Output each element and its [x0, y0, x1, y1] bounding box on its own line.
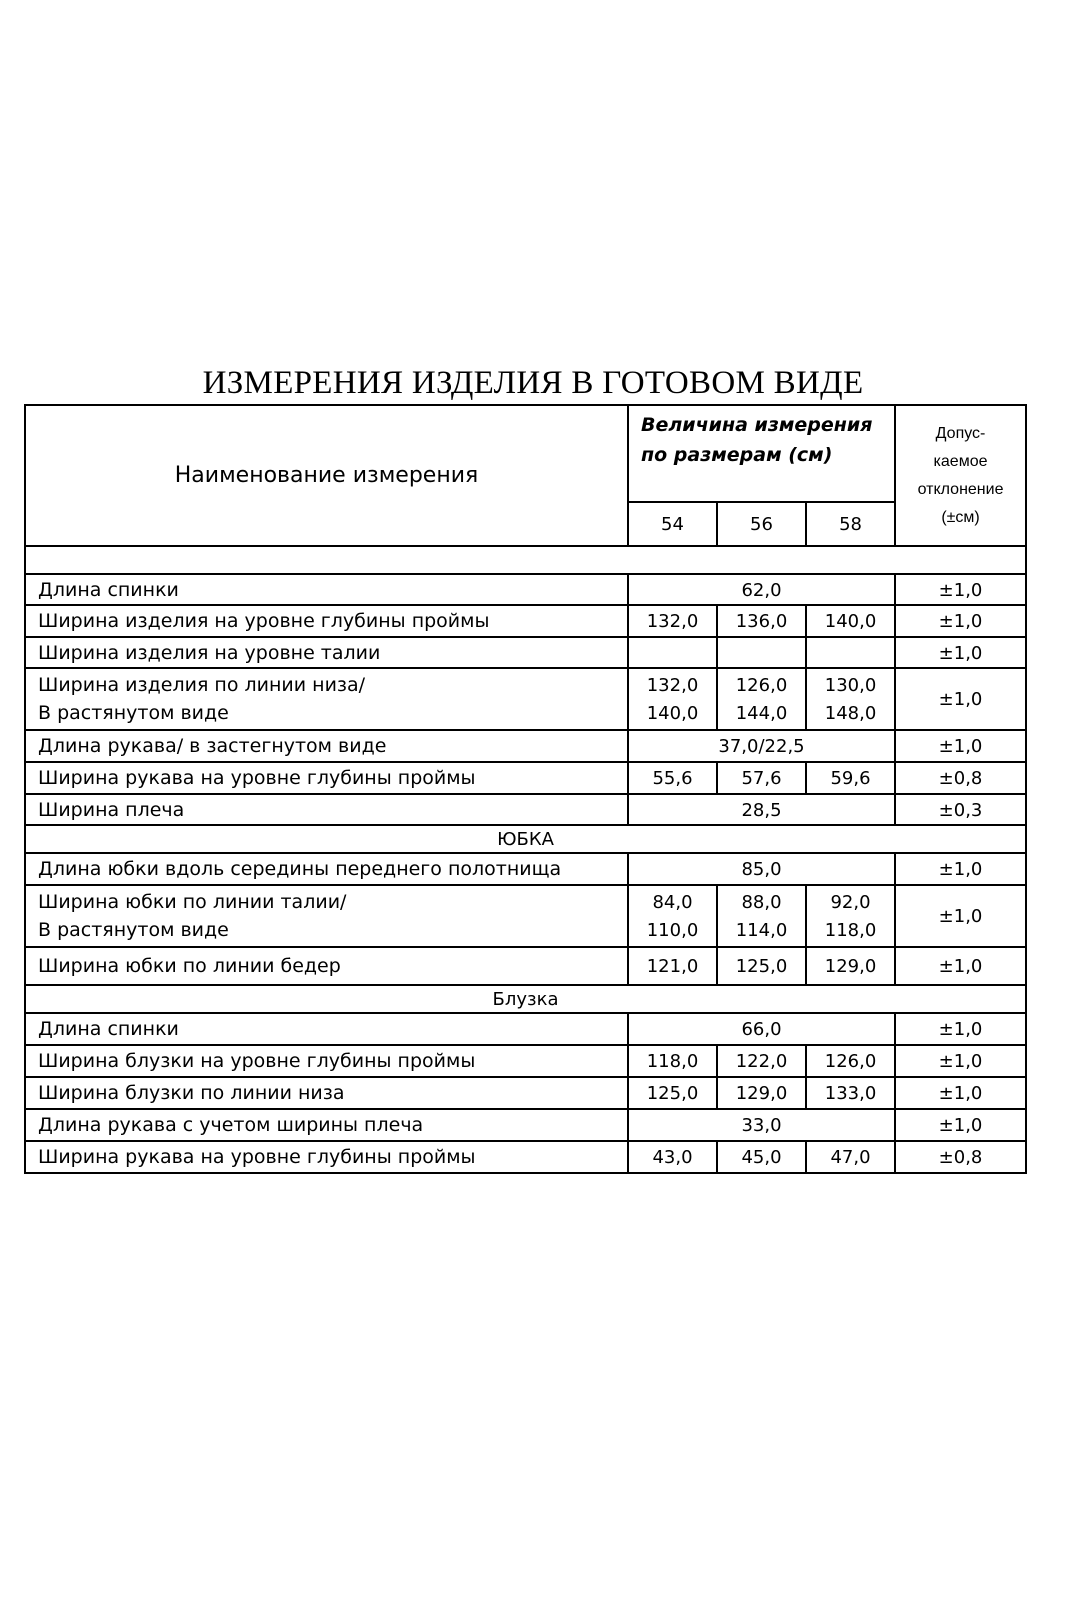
tolerance-cell: ±1,0	[895, 885, 1026, 947]
table-row	[25, 730, 1026, 762]
table-row	[25, 885, 1026, 947]
table-row	[25, 1141, 1026, 1173]
measurement-name: Ширина плеча	[25, 794, 628, 825]
tolerance-cell: ±1,0	[895, 1045, 1026, 1077]
size-value-cell: 43,0	[628, 1141, 717, 1173]
size-value: 92,0	[830, 891, 871, 913]
size-value-cell: 126,0	[806, 1045, 895, 1077]
size-value-cell: 121,0	[628, 947, 717, 985]
table-row	[25, 1045, 1026, 1077]
measurement-name-line: В растянутом виде	[38, 919, 229, 941]
tolerance-cell: ±1,0	[895, 1077, 1026, 1109]
size-header: 58	[806, 502, 895, 546]
tolerance-header-line: каемое	[933, 452, 988, 470]
size-value-stretched: 110,0	[646, 919, 699, 941]
merged-value-cell: 28,5	[628, 794, 895, 825]
size-value-cell: 59,6	[806, 762, 895, 794]
tolerance-cell: ±1,0	[895, 574, 1026, 605]
size-value-cell	[806, 668, 895, 730]
size-group-header: Величина измерения по размерам (см)	[628, 405, 895, 502]
table-row	[25, 605, 1026, 637]
tolerance-cell: ±0,8	[895, 1141, 1026, 1173]
page-title: ИЗМЕРЕНИЯ ИЗДЕЛИЯ В ГОТОВОМ ВИДЕ	[202, 365, 864, 401]
size-value: 88,0	[741, 891, 782, 913]
size-value-cell	[717, 885, 806, 947]
spacer-row	[25, 546, 1026, 574]
table-row	[25, 1013, 1026, 1045]
measurement-name: Длина спинки	[25, 1013, 628, 1045]
size-value-stretched: 114,0	[735, 919, 788, 941]
merged-value-cell: 37,0/22,5	[628, 730, 895, 762]
size-value-cell: 45,0	[717, 1141, 806, 1173]
measurements-table	[24, 404, 1027, 1174]
spacer-cell	[25, 546, 1026, 574]
tolerance-cell: ±1,0	[895, 730, 1026, 762]
tolerance-header-line: Допус-	[935, 424, 986, 442]
size-value-cell	[628, 668, 717, 730]
size-value-cell	[806, 885, 895, 947]
table-row	[25, 574, 1026, 605]
tolerance-cell: ±0,8	[895, 762, 1026, 794]
size-value: 126,0	[735, 674, 788, 696]
table-row	[25, 1109, 1026, 1141]
size-value-cell	[628, 637, 717, 668]
merged-value-cell: 33,0	[628, 1109, 895, 1141]
measurement-name: Ширина изделия на уровне глубины проймы	[25, 605, 628, 637]
size-value-cell: 118,0	[628, 1045, 717, 1077]
name-column-header: Наименование измерения	[25, 405, 628, 546]
section-row	[25, 825, 1026, 853]
measurement-name: Ширина рукава на уровне глубины проймы	[25, 1141, 628, 1173]
size-value-cell	[628, 885, 717, 947]
size-value-cell: 140,0	[806, 605, 895, 637]
merged-value-cell: 85,0	[628, 853, 895, 885]
size-value-cell	[806, 637, 895, 668]
section-row	[25, 985, 1026, 1013]
size-value: 84,0	[652, 891, 693, 913]
measurement-name-line: Ширина юбки по линии талии/	[38, 891, 347, 913]
size-header: 56	[717, 502, 806, 546]
tolerance-header	[895, 405, 1026, 546]
size-value-cell	[717, 637, 806, 668]
size-value-stretched: 148,0	[824, 702, 877, 724]
size-value-cell: 47,0	[806, 1141, 895, 1173]
tolerance-cell: ±1,0	[895, 1109, 1026, 1141]
size-value-stretched: 140,0	[646, 702, 699, 724]
table-row	[25, 668, 1026, 730]
measurement-name: Ширина юбки по линии бедер	[25, 947, 628, 985]
section-title: ЮБКА	[25, 825, 1026, 853]
table-row	[25, 794, 1026, 825]
tolerance-cell: ±1,0	[895, 605, 1026, 637]
tolerance-cell: ±1,0	[895, 637, 1026, 668]
size-value-cell: 122,0	[717, 1045, 806, 1077]
merged-value-cell: 62,0	[628, 574, 895, 605]
measurement-name: Длина рукава/ в застегнутом виде	[25, 730, 628, 762]
tolerance-header-line: отклонение	[917, 480, 1004, 498]
measurement-name	[25, 885, 628, 947]
table-row	[25, 1077, 1026, 1109]
table-row	[25, 853, 1026, 885]
measurement-name: Ширина изделия на уровне талии	[25, 637, 628, 668]
table-row	[25, 947, 1026, 985]
size-value-cell: 125,0	[628, 1077, 717, 1109]
size-value-cell: 133,0	[806, 1077, 895, 1109]
tolerance-header-line: (±см)	[941, 508, 980, 526]
tolerance-cell: ±1,0	[895, 668, 1026, 730]
size-header: 54	[628, 502, 717, 546]
table-row	[25, 762, 1026, 794]
size-value-cell: 132,0	[628, 605, 717, 637]
measurement-name: Длина юбки вдоль середины переднего полотнища	[25, 853, 628, 885]
measurement-name: Длина спинки	[25, 574, 628, 605]
tolerance-cell: ±1,0	[895, 1013, 1026, 1045]
tolerance-cell: ±1,0	[895, 947, 1026, 985]
section-title: Блузка	[25, 985, 1026, 1013]
measurement-name	[25, 668, 628, 730]
tolerance-cell: ±0,3	[895, 794, 1026, 825]
measurement-name: Длина рукава с учетом ширины плеча	[25, 1109, 628, 1141]
size-value: 130,0	[824, 674, 877, 696]
size-value-cell	[717, 668, 806, 730]
size-value-cell: 55,6	[628, 762, 717, 794]
size-value-cell: 129,0	[717, 1077, 806, 1109]
measurement-name-line: Ширина изделия по линии низа/	[38, 674, 366, 696]
size-value-cell: 129,0	[806, 947, 895, 985]
size-value-cell: 57,6	[717, 762, 806, 794]
tolerance-cell: ±1,0	[895, 853, 1026, 885]
measurement-name: Ширина блузки на уровне глубины проймы	[25, 1045, 628, 1077]
measurement-name: Ширина блузки по линии низа	[25, 1077, 628, 1109]
size-value-stretched: 118,0	[824, 919, 877, 941]
size-value: 132,0	[646, 674, 699, 696]
size-value-stretched: 144,0	[735, 702, 788, 724]
measurement-name-line: В растянутом виде	[38, 702, 229, 724]
measurement-name: Ширина рукава на уровне глубины проймы	[25, 762, 628, 794]
size-value-cell: 136,0	[717, 605, 806, 637]
merged-value-cell: 66,0	[628, 1013, 895, 1045]
size-value-cell: 125,0	[717, 947, 806, 985]
table-row	[25, 637, 1026, 668]
